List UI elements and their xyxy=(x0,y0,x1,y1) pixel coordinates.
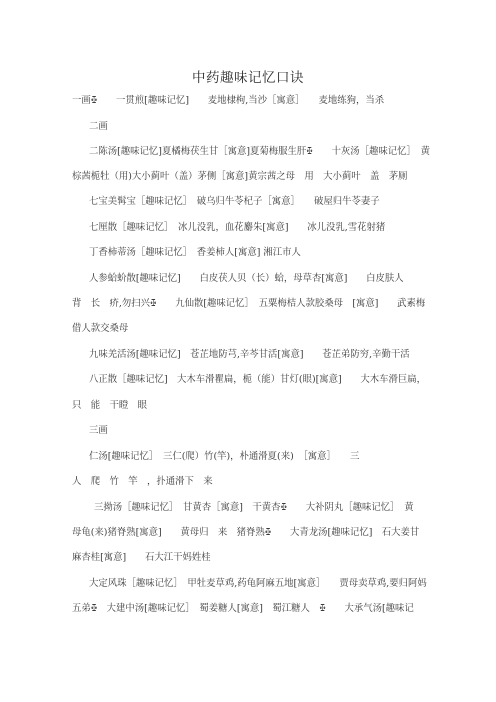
text-line: 大定风珠［趣味记忆］ 甲牡麦草鸡,药龟阿麻五地[寓意］ 贾母卖草鸡,要归阿妈 xyxy=(89,578,427,589)
text-line: 二陈汤[趣味记忆]夏橘梅茯生甘［寓意]夏菊梅服生肝ꔀ 十灰汤［趣味记忆］ 黄 xyxy=(89,146,430,157)
text-line: 只 能 干瞪 眼 xyxy=(72,400,148,411)
text-line: 棕茜栀牡（用)大小蓟叶（盖）茅侧［寓意]黄宗茜之母 用 大小蓟叶 盖 茅厕 xyxy=(72,171,408,182)
section-heading: 二画 xyxy=(89,121,108,132)
text-line: 人参蛤蚧散[趣味记忆] 白皮茯人贝（长）蛤，母草杏[寓意] 白皮肤人 xyxy=(89,273,404,284)
text-line: 九味羌活汤[趣味记忆] 苍芷地防芎,辛芩甘活[寓意] 苍芷弟防穷,辛勤干活 xyxy=(89,349,410,360)
document-title: 中药趣味记忆口诀 xyxy=(192,70,304,86)
text-line: 三拗汤［趣味记忆］ 甘黄杏［寓意] 干黄杏ꔀ 大补阴丸［趣味记忆］ 黄 xyxy=(94,502,414,513)
text-line: 七厘散［趣味记忆］ 冰儿没乳，血花麝朱[寓意] 冰儿没乳,雪花射猪 xyxy=(89,222,386,233)
text-line: 仁汤[趣味记忆］ 三仁(爬）竹(竿)，朴通滑夏(来) ［寓意］ 三 xyxy=(89,451,360,462)
text-line: 五弟ꔀ 大建中汤[趣味记忆］ 蜀姜糖人[寓意] 蜀江糖人 ꔀ 大承气汤[趣味记 xyxy=(72,603,414,614)
text-line: 八正散［趣味记忆] 大木车滑瞿扁，栀（能）甘灯(眼)[寓意] 大木车滑巨扁， xyxy=(89,374,427,385)
section-heading: 三画 xyxy=(89,425,108,436)
text-line: 母龟(来)猪脊熟[寓意] 黄母归 来 猪脊熟ꔀ 大青龙汤[趣味记忆] 石大姜甘 xyxy=(72,527,420,538)
text-line: 麻杏桂[寓意] 石大江干妈姓桂 xyxy=(72,552,211,563)
text-line: 背 长 疥,勿扫兴ꔀ 九仙散[趣味记忆］ 五粟梅桔人款胶桑母 [寓意] 武素梅 xyxy=(72,298,426,309)
text-line: 借人款交桑母 xyxy=(72,323,129,334)
text-line: 丁香柿蒂汤［趣味记忆］ 香姜柿人[寓意] 湘江市人 xyxy=(89,247,301,258)
text-line: 一画ꔀ 一贯煎[趣味记忆] 麦地棣枸,当沙［寓意］ 麦地练狗，当杀 xyxy=(72,95,385,106)
text-line: 七宝美髯宝［趣味记忆］ 破乌归牛苓杞子［寓意］ 破屋归牛苓妻子 xyxy=(89,196,380,207)
text-line: 人 爬 竹 竿 ，扑通滑下 来 xyxy=(72,476,213,487)
